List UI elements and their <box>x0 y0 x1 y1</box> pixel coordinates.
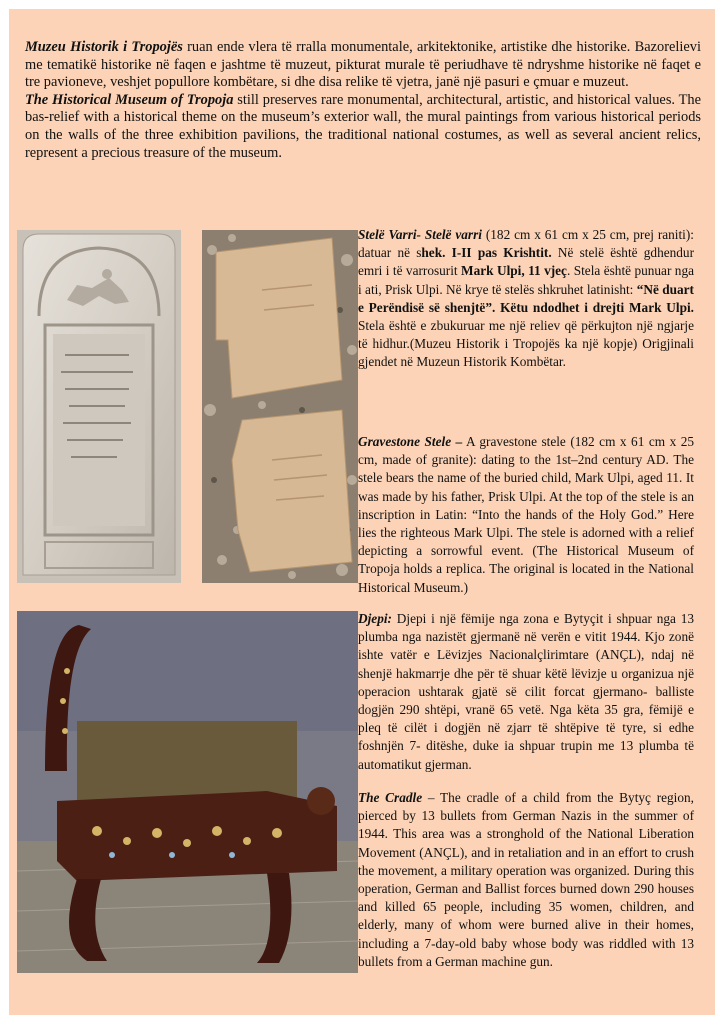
cradle-title-albanian: Djepi: <box>358 611 392 626</box>
stele-al-text-4: Stela është e zbukuruar me një reliev që përkujton një ngjarje të hidhur.(Muzeu Historik i Tropojës ka një kopje) Origjinali gjendet në Muzeun Historik Kombëtar. <box>358 318 694 370</box>
page-panel <box>9 9 715 1015</box>
stele-photo <box>17 230 181 583</box>
stele-al-date: hek. I-II pas Krishtit. <box>421 245 552 261</box>
intro-text <box>25 39 701 162</box>
stele-en-body: A gravestone stele (182 cm x 61 cm x 25 cm, made of granite): dating to the 1st–2nd century AD. The stele bears the name of the buried child, Mark Ulpi, aged 11. It was made by his father, Prisk Ulpi. At the top of the stele is an inscription in Latin: “Into the hands of the Holy God.” Here lies the righteous Mark Ulpi. The stele is adorned with a relief depicting a sorrowful event. (The Historical Museum of Tropoja holds a replica. The original is located in the National Historical Museum.) <box>358 434 694 595</box>
stele-al-name: Mark Ulpi, 11 vjeç <box>461 263 567 279</box>
cradle-description-albanian <box>358 610 694 774</box>
stele-fragments-photo <box>202 230 358 583</box>
cradle-description-english <box>358 789 694 971</box>
intro-english <box>25 92 701 162</box>
cradle-photo <box>17 611 358 973</box>
cradle-title-english: The Cradle <box>358 790 423 805</box>
intro-albanian-body: ruan ende vlera të rralla monumentale, arkitektonike, artistike dhe historike. Bazorelievi me tematikë historike në faqen e jashtme të muzeut, pikturat murale të periudhave të ndryshme historike në faqet e tre pavioneve, veshjet popullore kombëtare, si dhe disa relike të vjetra, janë një pasuri e çmuar e muzeut. <box>25 39 702 91</box>
stele-al-text-3: . Stela është punuar nga i ati, Prisk Ulpi. Në krye të stelës shkruhet latinisht: <box>358 263 695 297</box>
cradle-en-body: – The cradle of a child from the Bytyç region, pierced by 13 bullets from German Nazis in the summer of 1944. This area was a stronghold of the National Liberation Movement (ANÇL), and in retaliation and in an effort to crush the movement, a military operation was organized. During this operation, German and Ballist forces burned down 290 houses and killed 65 people, including 35 women, children, and elderly, many of whom were burned alive in their homes, including a 7-day-old baby whose body was riddled with 13 bullets from a German machine gun. <box>358 790 694 969</box>
intro-albanian <box>25 39 701 92</box>
stele-description-albanian <box>358 226 694 372</box>
stele-al-inscription: “Në duart e Perëndisë së shenjtë”. Këtu ndodhet i drejti Mark Ulpi. <box>358 281 694 315</box>
museum-name-albanian: Muzeu Historik i Tropojës <box>25 39 183 55</box>
cradle-al-body: Djepi i një fëmije nga zona e Bytyçit i shpuar nga 13 plumba nga nazistët gjermanë në verën e vitit 1944. Kjo zonë ishte vatër e Lëvizjes Nacionalçlirimtare (ANÇL), ndaj në shenjë hakmarrje dhe për të shuar këtë lëvizje u organizua një operacion ushtarak gjatë së cilit forcat gjermano- balliste dogjën 290 shtëpi, vranë 65 vetë. Nga këta 35 gra, fëmijë e pleq të cilët i dogjën në zjarr të shtëpive të tyre, si edhe foshnjën 7- ditëshe, duke ia shpuar trupin me 13 plumba të automatikut gjerman. <box>358 611 694 772</box>
stele-al-text-1: (182 cm x 61 cm x 25 cm, prej raniti): datuar në s <box>358 227 694 261</box>
stele-title-albanian: Stelë Varri- Stelë varri <box>358 227 482 242</box>
stele-description-english <box>358 433 694 597</box>
stele-title-english: Gravestone Stele – <box>358 434 463 449</box>
museum-name-english: The Historical Museum of Tropoja <box>25 91 234 108</box>
intro-english-body: still preserves rare monumental, architectural, artistic, and historical values. The bas-relief with a historical theme on the museum’s exterior wall, the mural paintings from various historical periods on the walls of the three exhibition pavilions, the traditional national costumes, as well as several ancient relics, represent a precious treasure of the museum. <box>25 91 702 161</box>
stele-al-text-2: Në stelë është gdhendur emri i të varrosurit <box>358 245 694 279</box>
